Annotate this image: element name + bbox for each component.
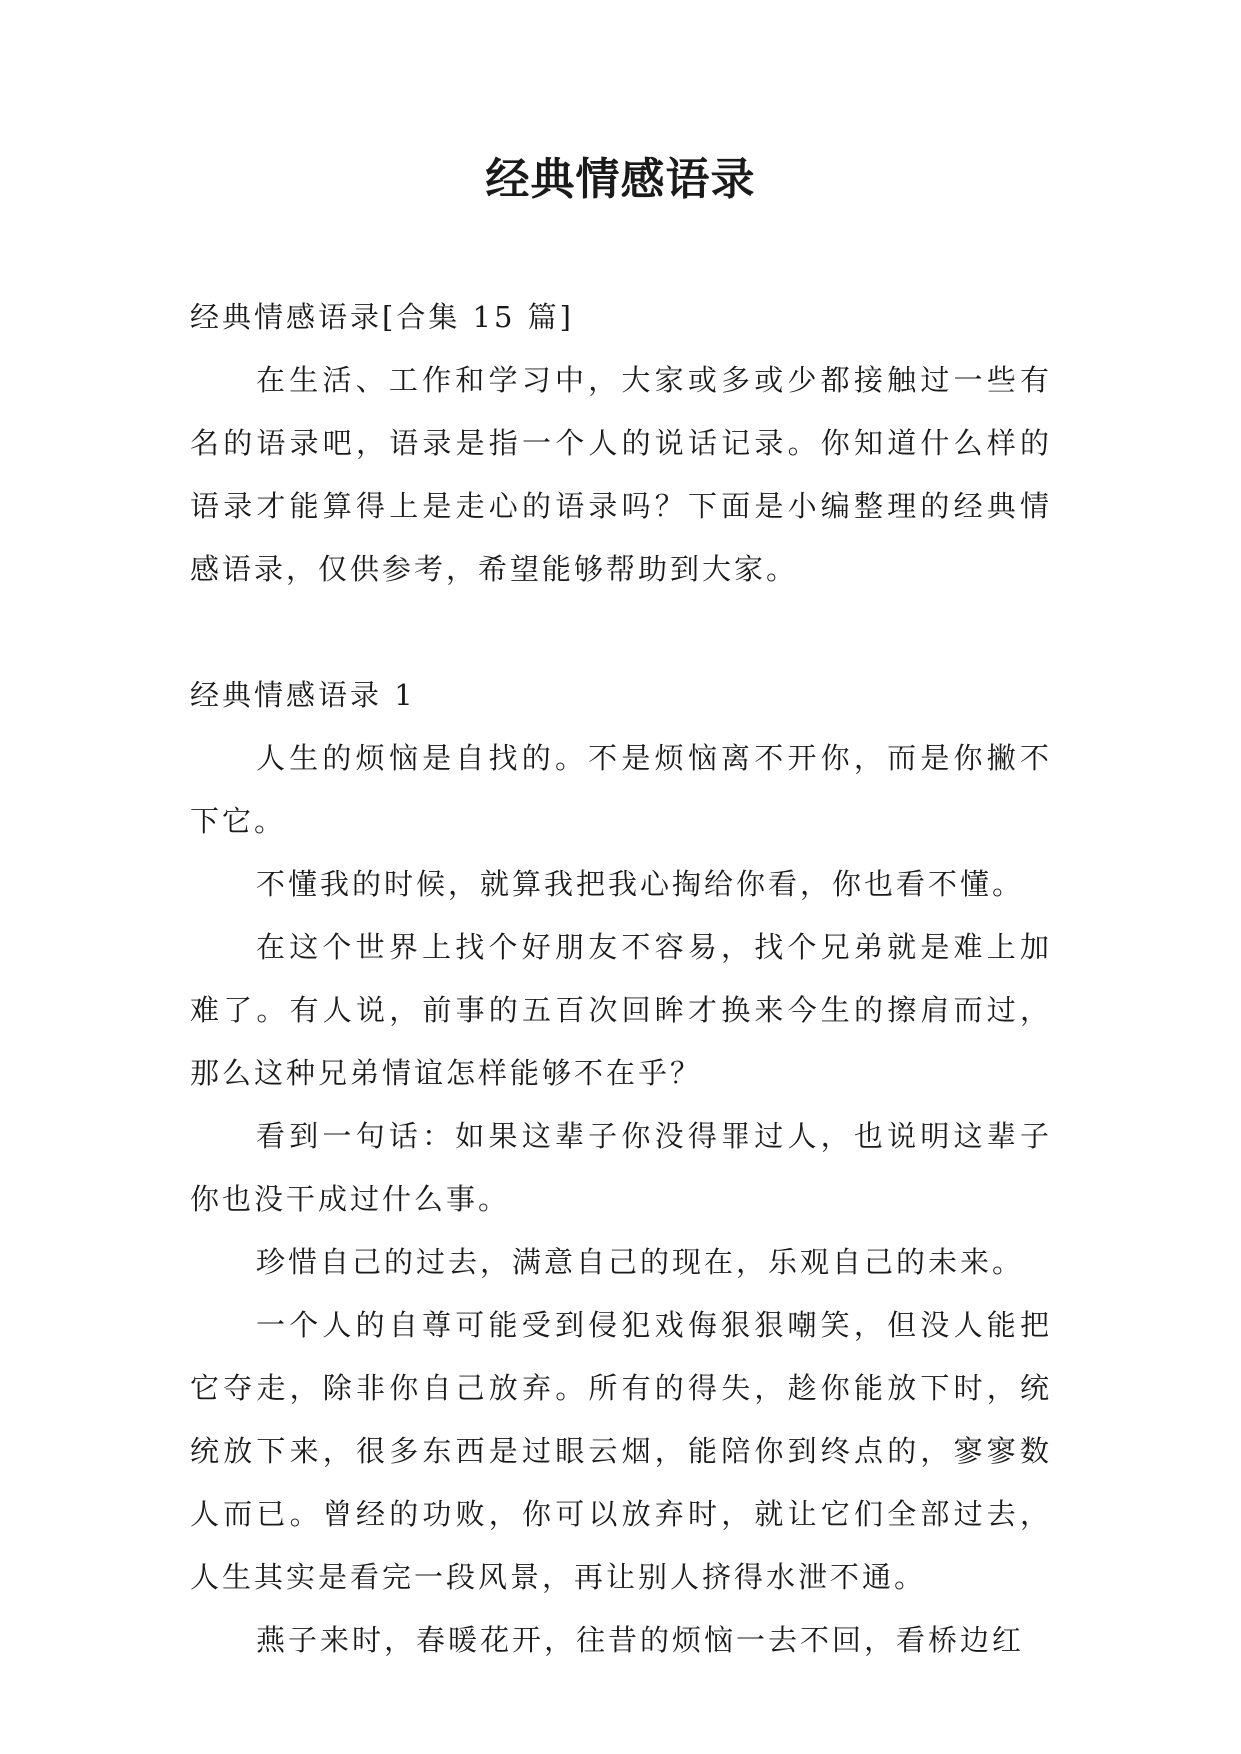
document-title: 经典情感语录	[485, 154, 756, 205]
body-paragraph: 一个人的自尊可能受到侵犯戏侮狠狠嘲笑，但没人能把它夺走，除非你自己放弃。所有的得失，趁你能放下时，统统放下来，很多东西是过眼云烟，能陪你到终点的，寥寥数人而已。曾经的功败，你可以放弃时，就让它们全部过去，人生其实是看完一段风景，再让别人挤得水泄不通。	[190, 1308, 1052, 1594]
document-body	[190, 286, 1052, 1672]
body-paragraph: 燕子来时，春暖花开，往昔的烦恼一去不回，看桥边红	[256, 1623, 1025, 1657]
section-heading: 经典情感语录 1	[190, 678, 416, 712]
document-subtitle: 经典情感语录[合集 15 篇]	[190, 300, 574, 334]
section-spacer	[190, 601, 1052, 664]
body-paragraph: 人生的烦恼是自找的。不是烦恼离不开你，而是你撇不下它。	[190, 741, 1052, 838]
body-paragraph: 不懂我的时候，就算我把我心掏给你看，你也看不懂。	[256, 867, 1025, 901]
body-paragraph: 看到一句话：如果这辈子你没得罪过人，也说明这辈子你也没干成过什么事。	[190, 1119, 1052, 1216]
body-paragraph: 在这个世界上找个好朋友不容易，找个兄弟就是难上加难了。有人说，前事的五百次回眸才换来今生的擦肩而过，那么这种兄弟情谊怎样能够不在乎？	[190, 930, 1052, 1090]
intro-paragraph: 在生活、工作和学习中，大家或多或少都接触过一些有名的语录吧，语录是指一个人的说话记录。你知道什么样的语录才能算得上是走心的语录吗？下面是小编整理的经典情感语录，仅供参考，希望能够帮助到大家。	[190, 363, 1052, 586]
body-paragraph: 珍惜自己的过去，满意自己的现在，乐观自己的未来。	[256, 1245, 1025, 1279]
